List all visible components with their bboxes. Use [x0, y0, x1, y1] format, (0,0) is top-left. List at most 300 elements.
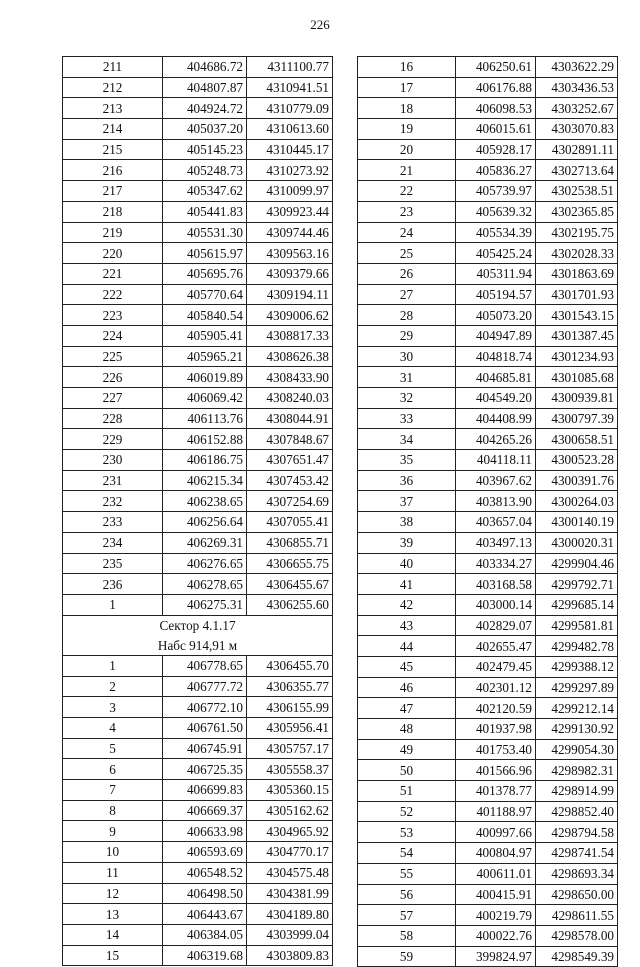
point-number-cell: 47	[358, 698, 456, 719]
y-coordinate-cell: 4299482.78	[536, 636, 618, 657]
point-number-cell: 31	[358, 367, 456, 388]
point-number-cell: 220	[63, 243, 163, 264]
x-coordinate-cell: 406238.65	[163, 491, 247, 512]
table-row	[358, 450, 618, 471]
y-coordinate-cell: 4298611.55	[536, 905, 618, 926]
table-row	[63, 553, 333, 574]
y-coordinate-cell: 4309194.11	[247, 284, 333, 305]
y-coordinate-cell: 4308044.91	[247, 408, 333, 429]
point-number-cell: 15	[63, 945, 163, 966]
table-row	[358, 739, 618, 760]
point-number-cell: 35	[358, 450, 456, 471]
y-coordinate-cell: 4302365.85	[536, 201, 618, 222]
table-row	[358, 946, 618, 967]
point-number-cell: 225	[63, 346, 163, 367]
table-row	[63, 201, 333, 222]
x-coordinate-cell: 400804.97	[456, 843, 536, 864]
point-number-cell: 16	[358, 57, 456, 78]
point-number-cell: 58	[358, 925, 456, 946]
x-coordinate-cell: 406443.67	[163, 904, 247, 925]
x-coordinate-cell: 406725.35	[163, 759, 247, 780]
table-row	[358, 201, 618, 222]
y-coordinate-cell: 4302195.75	[536, 222, 618, 243]
table-row	[358, 243, 618, 264]
section-title: Сектор 4.1.17	[63, 615, 333, 635]
table-row	[358, 305, 618, 326]
point-number-cell: 234	[63, 532, 163, 553]
point-number-cell: 224	[63, 325, 163, 346]
table-row	[358, 98, 618, 119]
point-number-cell: 1	[63, 594, 163, 615]
x-coordinate-cell: 404549.20	[456, 388, 536, 409]
x-coordinate-cell: 403497.13	[456, 532, 536, 553]
table-row	[358, 325, 618, 346]
x-coordinate-cell: 401753.40	[456, 739, 536, 760]
y-coordinate-cell: 4310445.17	[247, 139, 333, 160]
x-coordinate-cell: 404947.89	[456, 325, 536, 346]
y-coordinate-cell: 4302028.33	[536, 243, 618, 264]
table-row	[358, 77, 618, 98]
x-coordinate-cell: 406215.34	[163, 470, 247, 491]
y-coordinate-cell: 4308626.38	[247, 346, 333, 367]
y-coordinate-cell: 4302538.51	[536, 181, 618, 202]
y-coordinate-cell: 4310273.92	[247, 160, 333, 181]
x-coordinate-cell: 402301.12	[456, 677, 536, 698]
table-row	[63, 160, 333, 181]
x-coordinate-cell: 403168.58	[456, 574, 536, 595]
x-coordinate-cell: 400022.76	[456, 925, 536, 946]
table-row	[63, 450, 333, 471]
x-coordinate-cell: 405770.64	[163, 284, 247, 305]
point-number-cell: 226	[63, 367, 163, 388]
y-coordinate-cell: 4301863.69	[536, 263, 618, 284]
x-coordinate-cell: 405836.27	[456, 160, 536, 181]
table-row	[358, 884, 618, 905]
y-coordinate-cell: 4300797.39	[536, 408, 618, 429]
y-coordinate-cell: 4298741.54	[536, 843, 618, 864]
table-row	[358, 532, 618, 553]
point-number-cell: 26	[358, 263, 456, 284]
table-row	[358, 553, 618, 574]
table-row	[63, 57, 333, 78]
point-number-cell: 43	[358, 615, 456, 636]
y-coordinate-cell: 4307055.41	[247, 512, 333, 533]
x-coordinate-cell: 405695.76	[163, 263, 247, 284]
table-row	[63, 491, 333, 512]
table-row	[63, 800, 333, 821]
point-number-cell: 232	[63, 491, 163, 512]
table-row	[63, 77, 333, 98]
point-number-cell: 22	[358, 181, 456, 202]
point-number-cell: 5	[63, 738, 163, 759]
y-coordinate-cell: 4301387.45	[536, 325, 618, 346]
point-number-cell: 218	[63, 201, 163, 222]
y-coordinate-cell: 4299581.81	[536, 615, 618, 636]
point-number-cell: 212	[63, 77, 163, 98]
point-number-cell: 10	[63, 842, 163, 863]
point-number-cell: 228	[63, 408, 163, 429]
table-row	[63, 862, 333, 883]
x-coordinate-cell: 406256.64	[163, 512, 247, 533]
y-coordinate-cell: 4303622.29	[536, 57, 618, 78]
x-coordinate-cell: 404265.26	[456, 429, 536, 450]
y-coordinate-cell: 4308433.90	[247, 367, 333, 388]
point-number-cell: 7	[63, 780, 163, 801]
x-coordinate-cell: 406113.76	[163, 408, 247, 429]
x-coordinate-cell: 406186.75	[163, 450, 247, 471]
x-coordinate-cell: 406098.53	[456, 98, 536, 119]
y-coordinate-cell: 4300658.51	[536, 429, 618, 450]
table-row	[358, 760, 618, 781]
point-number-cell: 48	[358, 719, 456, 740]
section-subtitle-row	[63, 635, 333, 655]
x-coordinate-cell: 404118.11	[456, 450, 536, 471]
y-coordinate-cell: 4309563.16	[247, 243, 333, 264]
point-number-cell: 18	[358, 98, 456, 119]
table-row	[358, 139, 618, 160]
table-row	[358, 263, 618, 284]
x-coordinate-cell: 406276.65	[163, 553, 247, 574]
table-row	[63, 305, 333, 326]
x-coordinate-cell: 401378.77	[456, 781, 536, 802]
point-number-cell: 36	[358, 470, 456, 491]
x-coordinate-cell: 405639.32	[456, 201, 536, 222]
table-row	[63, 924, 333, 945]
point-number-cell: 20	[358, 139, 456, 160]
x-coordinate-cell: 404807.87	[163, 77, 247, 98]
table-row	[63, 945, 333, 966]
y-coordinate-cell: 4310613.60	[247, 119, 333, 140]
y-coordinate-cell: 4307848.67	[247, 429, 333, 450]
table-row	[63, 842, 333, 863]
point-number-cell: 236	[63, 574, 163, 595]
x-coordinate-cell: 404686.72	[163, 57, 247, 78]
point-number-cell: 211	[63, 57, 163, 78]
table-row	[358, 574, 618, 595]
point-number-cell: 53	[358, 822, 456, 843]
x-coordinate-cell: 406275.31	[163, 594, 247, 615]
y-coordinate-cell: 4301543.15	[536, 305, 618, 326]
point-number-cell: 213	[63, 98, 163, 119]
point-number-cell: 219	[63, 222, 163, 243]
y-coordinate-cell: 4303070.83	[536, 119, 618, 140]
x-coordinate-cell: 405905.41	[163, 325, 247, 346]
y-coordinate-cell: 4309006.62	[247, 305, 333, 326]
table-row	[358, 636, 618, 657]
y-coordinate-cell: 4310941.51	[247, 77, 333, 98]
table-row	[63, 119, 333, 140]
y-coordinate-cell: 4299130.92	[536, 719, 618, 740]
table-row	[63, 181, 333, 202]
x-coordinate-cell: 406777.72	[163, 676, 247, 697]
table-row	[358, 284, 618, 305]
y-coordinate-cell: 4298549.39	[536, 946, 618, 967]
table-row	[358, 491, 618, 512]
y-coordinate-cell: 4299054.30	[536, 739, 618, 760]
x-coordinate-cell: 406772.10	[163, 697, 247, 718]
table-row	[358, 801, 618, 822]
x-coordinate-cell: 406384.05	[163, 924, 247, 945]
table-row	[63, 738, 333, 759]
point-number-cell: 21	[358, 160, 456, 181]
point-number-cell: 6	[63, 759, 163, 780]
point-number-cell: 54	[358, 843, 456, 864]
table-row	[358, 222, 618, 243]
x-coordinate-cell: 406176.88	[456, 77, 536, 98]
y-coordinate-cell: 4299297.89	[536, 677, 618, 698]
y-coordinate-cell: 4304965.92	[247, 821, 333, 842]
point-number-cell: 25	[358, 243, 456, 264]
point-number-cell: 27	[358, 284, 456, 305]
table-row	[63, 780, 333, 801]
y-coordinate-cell: 4302713.64	[536, 160, 618, 181]
y-coordinate-cell: 4306455.67	[247, 574, 333, 595]
point-number-cell: 38	[358, 512, 456, 533]
y-coordinate-cell: 4307453.42	[247, 470, 333, 491]
x-coordinate-cell: 406019.89	[163, 367, 247, 388]
x-coordinate-cell: 400219.79	[456, 905, 536, 926]
table-row	[63, 718, 333, 739]
x-coordinate-cell: 406498.50	[163, 883, 247, 904]
y-coordinate-cell: 4303436.53	[536, 77, 618, 98]
x-coordinate-cell: 404818.74	[456, 346, 536, 367]
x-coordinate-cell: 405311.94	[456, 263, 536, 284]
x-coordinate-cell: 405248.73	[163, 160, 247, 181]
point-number-cell: 41	[358, 574, 456, 595]
point-number-cell: 51	[358, 781, 456, 802]
x-coordinate-cell: 406761.50	[163, 718, 247, 739]
x-coordinate-cell: 405965.21	[163, 346, 247, 367]
y-coordinate-cell: 4304770.17	[247, 842, 333, 863]
point-number-cell: 45	[358, 656, 456, 677]
x-coordinate-cell: 406269.31	[163, 532, 247, 553]
y-coordinate-cell: 4304381.99	[247, 883, 333, 904]
y-coordinate-cell: 4299904.46	[536, 553, 618, 574]
x-coordinate-cell: 400997.66	[456, 822, 536, 843]
x-coordinate-cell: 405840.54	[163, 305, 247, 326]
y-coordinate-cell: 4300264.03	[536, 491, 618, 512]
x-coordinate-cell: 405615.97	[163, 243, 247, 264]
x-coordinate-cell: 402655.47	[456, 636, 536, 657]
x-coordinate-cell: 403813.90	[456, 491, 536, 512]
point-number-cell: 231	[63, 470, 163, 491]
point-number-cell: 44	[358, 636, 456, 657]
table-row	[358, 905, 618, 926]
point-number-cell: 233	[63, 512, 163, 533]
table-row	[63, 429, 333, 450]
x-coordinate-cell: 406278.65	[163, 574, 247, 595]
x-coordinate-cell: 406699.83	[163, 780, 247, 801]
table-row	[358, 698, 618, 719]
table-row	[63, 594, 333, 615]
x-coordinate-cell: 405425.24	[456, 243, 536, 264]
x-coordinate-cell: 406015.61	[456, 119, 536, 140]
x-coordinate-cell: 403334.27	[456, 553, 536, 574]
point-number-cell: 34	[358, 429, 456, 450]
point-number-cell: 215	[63, 139, 163, 160]
table-row	[358, 346, 618, 367]
table-row	[63, 574, 333, 595]
point-number-cell: 33	[358, 408, 456, 429]
y-coordinate-cell: 4302891.11	[536, 139, 618, 160]
x-coordinate-cell: 399824.97	[456, 946, 536, 967]
table-row	[63, 883, 333, 904]
point-number-cell: 222	[63, 284, 163, 305]
x-coordinate-cell: 406319.68	[163, 945, 247, 966]
y-coordinate-cell: 4298914.99	[536, 781, 618, 802]
point-number-cell: 42	[358, 594, 456, 615]
table-row	[63, 676, 333, 697]
point-number-cell: 216	[63, 160, 163, 181]
point-number-cell: 229	[63, 429, 163, 450]
table-row	[63, 512, 333, 533]
point-number-cell: 29	[358, 325, 456, 346]
table-row	[358, 822, 618, 843]
point-number-cell: 230	[63, 450, 163, 471]
x-coordinate-cell: 406152.88	[163, 429, 247, 450]
y-coordinate-cell: 4310099.97	[247, 181, 333, 202]
point-number-cell: 11	[63, 862, 163, 883]
x-coordinate-cell: 405928.17	[456, 139, 536, 160]
table-row	[358, 429, 618, 450]
y-coordinate-cell: 4298794.58	[536, 822, 618, 843]
point-number-cell: 57	[358, 905, 456, 926]
table-row	[63, 655, 333, 676]
y-coordinate-cell: 4306155.99	[247, 697, 333, 718]
y-coordinate-cell: 4300391.76	[536, 470, 618, 491]
table-row	[63, 98, 333, 119]
y-coordinate-cell: 4298693.34	[536, 863, 618, 884]
y-coordinate-cell: 4306355.77	[247, 676, 333, 697]
point-number-cell: 46	[358, 677, 456, 698]
y-coordinate-cell: 4306255.60	[247, 594, 333, 615]
y-coordinate-cell: 4301701.93	[536, 284, 618, 305]
y-coordinate-cell: 4299388.12	[536, 656, 618, 677]
point-number-cell: 24	[358, 222, 456, 243]
point-number-cell: 55	[358, 863, 456, 884]
y-coordinate-cell: 4308240.03	[247, 388, 333, 409]
point-number-cell: 227	[63, 388, 163, 409]
point-number-cell: 59	[358, 946, 456, 967]
y-coordinate-cell: 4300140.19	[536, 512, 618, 533]
x-coordinate-cell: 402829.07	[456, 615, 536, 636]
coordinates-table-right	[357, 56, 618, 967]
x-coordinate-cell: 406069.42	[163, 388, 247, 409]
y-coordinate-cell: 4300523.28	[536, 450, 618, 471]
table-row	[358, 863, 618, 884]
x-coordinate-cell: 406593.69	[163, 842, 247, 863]
x-coordinate-cell: 403000.14	[456, 594, 536, 615]
x-coordinate-cell: 402479.45	[456, 656, 536, 677]
point-number-cell: 37	[358, 491, 456, 512]
table-row	[358, 843, 618, 864]
y-coordinate-cell: 4303252.67	[536, 98, 618, 119]
table-row	[63, 367, 333, 388]
point-number-cell: 3	[63, 697, 163, 718]
table-row	[358, 408, 618, 429]
y-coordinate-cell: 4300939.81	[536, 388, 618, 409]
x-coordinate-cell: 401188.97	[456, 801, 536, 822]
y-coordinate-cell: 4303809.83	[247, 945, 333, 966]
x-coordinate-cell: 405531.30	[163, 222, 247, 243]
x-coordinate-cell: 405534.39	[456, 222, 536, 243]
point-number-cell: 40	[358, 553, 456, 574]
table-row	[63, 139, 333, 160]
point-number-cell: 56	[358, 884, 456, 905]
point-number-cell: 1	[63, 655, 163, 676]
table-row	[358, 615, 618, 636]
x-coordinate-cell: 400611.01	[456, 863, 536, 884]
point-number-cell: 32	[358, 388, 456, 409]
point-number-cell: 52	[358, 801, 456, 822]
x-coordinate-cell: 406633.98	[163, 821, 247, 842]
point-number-cell: 223	[63, 305, 163, 326]
table-row	[63, 759, 333, 780]
table-row	[63, 222, 333, 243]
y-coordinate-cell: 4305360.15	[247, 780, 333, 801]
y-coordinate-cell: 4307651.47	[247, 450, 333, 471]
y-coordinate-cell: 4301085.68	[536, 367, 618, 388]
table-row	[358, 119, 618, 140]
x-coordinate-cell: 406778.65	[163, 655, 247, 676]
x-coordinate-cell: 403657.04	[456, 512, 536, 533]
point-number-cell: 50	[358, 760, 456, 781]
point-number-cell: 17	[358, 77, 456, 98]
y-coordinate-cell: 4305162.62	[247, 800, 333, 821]
x-coordinate-cell: 404408.99	[456, 408, 536, 429]
point-number-cell: 9	[63, 821, 163, 842]
point-number-cell: 19	[358, 119, 456, 140]
point-number-cell: 8	[63, 800, 163, 821]
table-row	[358, 388, 618, 409]
x-coordinate-cell: 404924.72	[163, 98, 247, 119]
point-number-cell: 13	[63, 904, 163, 925]
point-number-cell: 23	[358, 201, 456, 222]
table-row	[358, 160, 618, 181]
y-coordinate-cell: 4299792.71	[536, 574, 618, 595]
table-row	[358, 656, 618, 677]
x-coordinate-cell: 406250.61	[456, 57, 536, 78]
table-row	[358, 719, 618, 740]
point-number-cell: 4	[63, 718, 163, 739]
table-row	[358, 677, 618, 698]
point-number-cell: 30	[358, 346, 456, 367]
table-row	[63, 821, 333, 842]
point-number-cell: 14	[63, 924, 163, 945]
x-coordinate-cell: 405739.97	[456, 181, 536, 202]
point-number-cell: 214	[63, 119, 163, 140]
table-row	[63, 243, 333, 264]
x-coordinate-cell: 401937.98	[456, 719, 536, 740]
point-number-cell: 217	[63, 181, 163, 202]
table-row	[63, 697, 333, 718]
y-coordinate-cell: 4307254.69	[247, 491, 333, 512]
y-coordinate-cell: 4305956.41	[247, 718, 333, 739]
table-row	[63, 388, 333, 409]
y-coordinate-cell: 4305558.37	[247, 759, 333, 780]
x-coordinate-cell: 405073.20	[456, 305, 536, 326]
x-coordinate-cell: 402120.59	[456, 698, 536, 719]
y-coordinate-cell: 4310779.09	[247, 98, 333, 119]
y-coordinate-cell: 4301234.93	[536, 346, 618, 367]
table-row	[358, 181, 618, 202]
table-row	[358, 594, 618, 615]
y-coordinate-cell: 4309379.66	[247, 263, 333, 284]
point-number-cell: 2	[63, 676, 163, 697]
y-coordinate-cell: 4300020.31	[536, 532, 618, 553]
y-coordinate-cell: 4311100.77	[247, 57, 333, 78]
y-coordinate-cell: 4298852.40	[536, 801, 618, 822]
